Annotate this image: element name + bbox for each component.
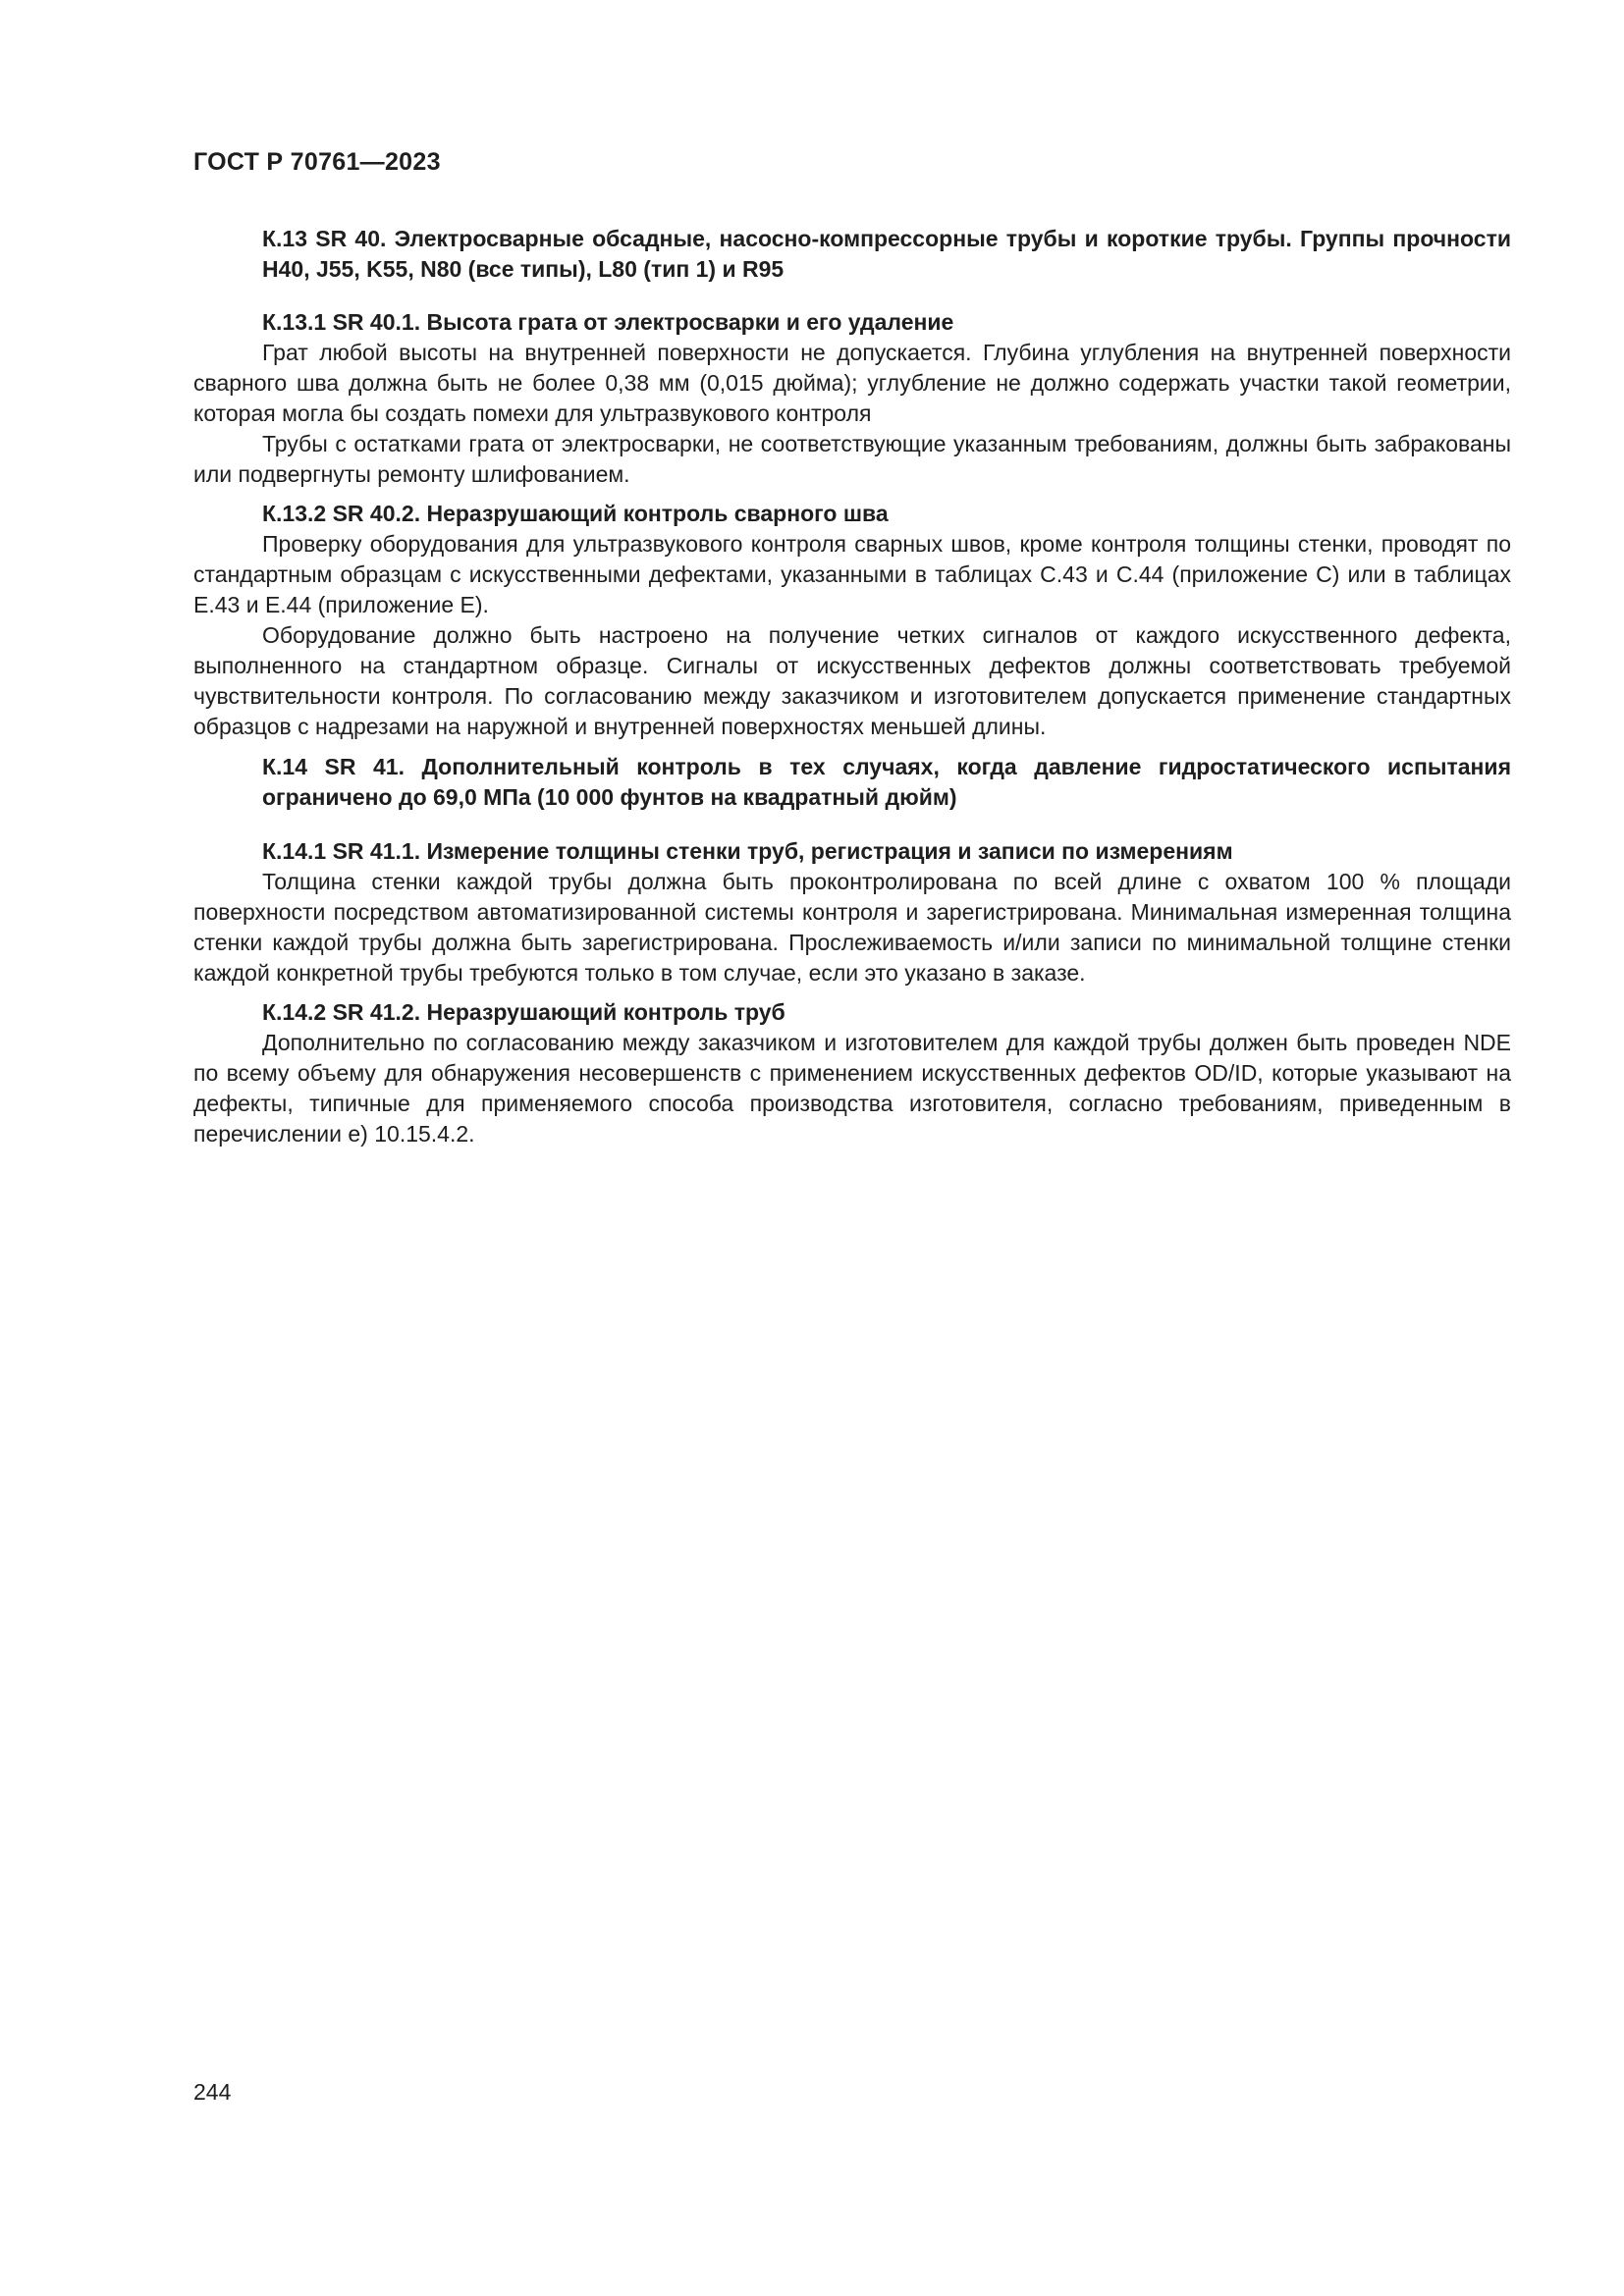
paragraph: Проверку оборудования для ультразвукового контроля сварных швов, кроме контроля толщины стенки, проводят по стандартным образцам с искусственными дефектами, указанными в таблицах С.43 и С.44 (приложение С) или в таблицах Е.43 и Е.44 (приложение Е).: [193, 531, 1511, 617]
subsection-heading-k14-2: К.14.2 SR 41.2. Неразрушающий контроль труб: [262, 999, 785, 1025]
paragraph: Оборудование должно быть настроено на получение четких сигналов от каждого искусственного дефекта, выполненного на стандартном образце. Сигналы от искусственных дефектов должны соответствовать требуемой чувствительности контроля. По согласованию между заказчиком и изготовителем допускается применение стандартных образцов с надрезами на наружной и внутренней поверхностях меньшей длины.: [193, 622, 1511, 739]
paragraph: Толщина стенки каждой трубы должна быть проконтролирована по всей длине с охватом 100 % площади поверхности посредством автоматизированной системы контроля и зарегистрирована. Минимальная измеренная толщина стенки каждой трубы должна быть зарегистрирована. Прослеживаемость и/или записи по минимальной толщине стенки каждой конкретной трубы требуются только в том случае, если это указано в заказе.: [193, 869, 1511, 986]
page-number: 244: [193, 2079, 232, 2105]
document-body: [193, 224, 1511, 1149]
paragraph: Грат любой высоты на внутренней поверхности не допускается. Глубина углубления на внутренней поверхности сварного шва должна быть не более 0,38 мм (0,015 дюйма); углубление не должно содержать участки такой геометрии, которая могла бы создать помехи для ультразвукового контроля: [193, 340, 1511, 426]
paragraph: Трубы с остатками грата от электросварки, не соответствующие указанным требованиям, должны быть забракованы или подвергнуты ремонту шлифованием.: [193, 431, 1511, 487]
section-heading-k14: К.14 SR 41. Дополнительный контроль в тех случаях, когда давление гидростатического испытания ограничено до 69,0 МПа (10 000 фунтов на квадратный дюйм): [262, 754, 1511, 810]
subsection-heading-k14-1: К.14.1 SR 41.1. Измерение толщины стенки труб, регистрация и записи по измерениям: [262, 838, 1233, 864]
subsection-heading-k13-1: К.13.1 SR 40.1. Высота грата от электросварки и его удаление: [262, 309, 954, 335]
document-header: ГОСТ Р 70761—2023: [193, 148, 441, 176]
section-heading-k13: К.13 SR 40. Электросварные обсадные, насосно-компрессорные трубы и короткие трубы. Группы прочности H40, J55, K55, N80 (все типы), L80 (тип 1) и R95: [262, 226, 1511, 282]
subsection-heading-k13-2: К.13.2 SR 40.2. Неразрушающий контроль сварного шва: [262, 501, 889, 526]
paragraph: Дополнительно по согласованию между заказчиком и изготовителем для каждой трубы должен быть проведен NDE по всему объему для обнаружения несовершенств с применением искусственных дефектов OD/ID, которые указывают на дефекты, типичные для применяемого способа производства изготовителя, согласно требованиям, приведенным в перечислении е) 10.15.4.2.: [193, 1030, 1511, 1147]
